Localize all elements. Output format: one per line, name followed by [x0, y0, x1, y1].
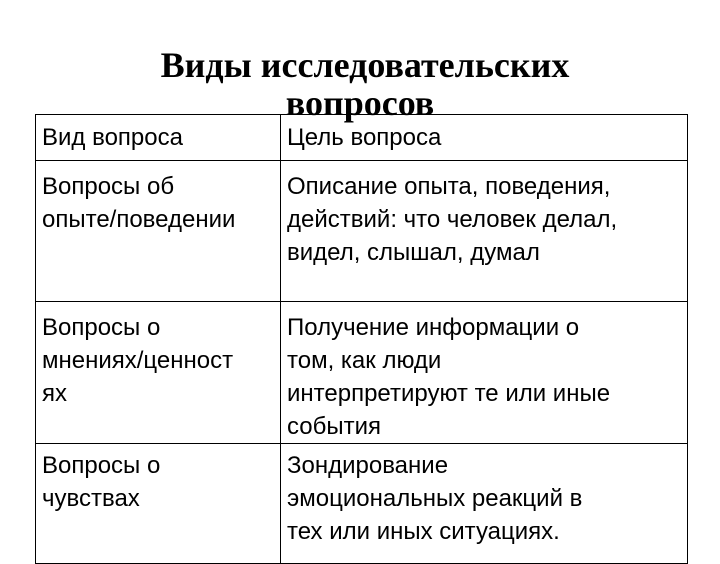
question-types-table	[35, 114, 688, 564]
question-type-cell: Вопросы об опыте/поведении	[36, 161, 281, 302]
table-header-row	[36, 115, 688, 161]
slide-title	[0, 46, 720, 122]
table-row	[36, 444, 688, 564]
question-type-cell: Вопросы о мнениях/ценност ях	[36, 302, 281, 444]
slide-title-line-1: Виды исследовательских	[160, 45, 570, 85]
header-question-goal: Цель вопроса	[281, 115, 688, 161]
table-row	[36, 161, 688, 302]
question-type-cell: Вопросы о чувствах	[36, 444, 281, 564]
question-goal-cell: Зондирование эмоциональных реакций в тех или иных ситуациях.	[281, 444, 688, 564]
slide-title-line-2: вопросов	[285, 83, 435, 123]
header-question-type: Вид вопроса	[36, 115, 281, 161]
table-row	[36, 302, 688, 444]
question-goal-cell: Получение информации о том, как люди интерпретируют те или иные события	[281, 302, 688, 444]
question-goal-cell: Описание опыта, поведения, действий: что человек делал, видел, слышал, думал	[281, 161, 688, 302]
